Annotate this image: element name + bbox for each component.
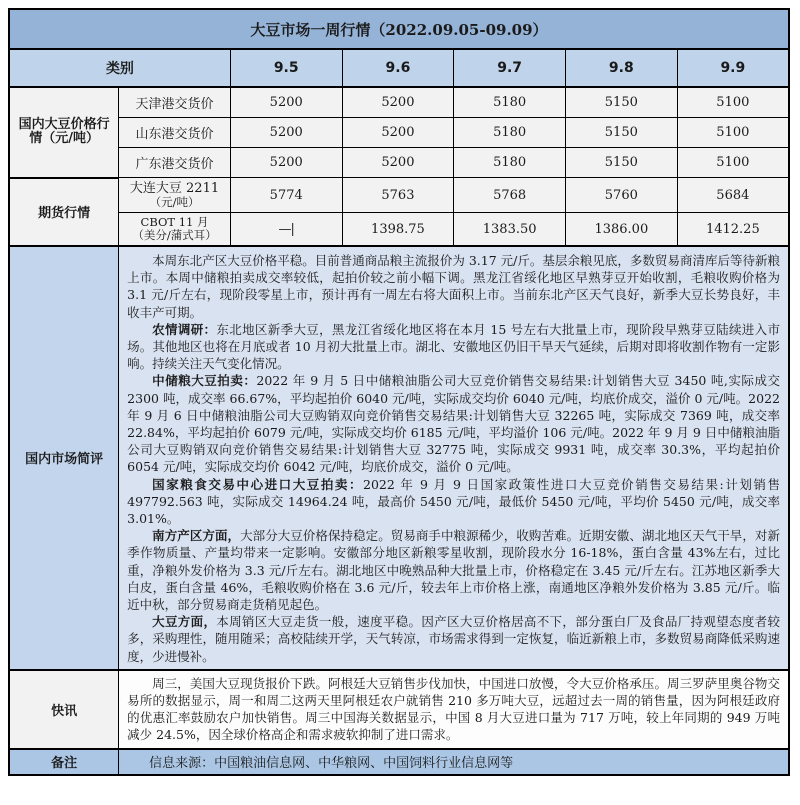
- table-row-cbot-futures: [9, 213, 789, 247]
- price-cell: 5100: [677, 148, 789, 178]
- commentary-paragraph: 农情调研：东北地区新季大豆，黑龙江省绥化地区将在本月 15 号左右大批量上市，现阶段早熟芽豆陆续进入市场。其他地区也将在月底或者 10 月初大批量上市。湖北、安徽地区仍旧干旱天气延续，后期对即将收割作物有一定影响。持续关注天气变化情况。: [127, 321, 780, 372]
- notes-source-text: 信息来源：中国粮油信息网、中华粮网、中国饲料行业信息网等: [119, 749, 789, 775]
- date-header-2: 9.6: [342, 49, 454, 87]
- title-row: [9, 9, 789, 49]
- commentary-paragraph: 中储粮大豆拍卖：2022 年 9 月 5 日中储粮油脂公司大豆竞价销售交易结果:计划销售大豆 3450 吨,实际成交 2300 吨，成交率 66.67%，平均起拍价 6040 元/吨，实际成交均价 6040 元/吨，均底价成交，溢价 0 元/吨。2022 年 9 月 6 日中储粮油脂公司大豆购销双向竞价销售交易结果:计划销售大豆 32265 吨，实际成交 7369 吨，成交率 22.84%，平均起拍价 6079 元/吨，实际成交均价 6185 元/吨，平均溢价 106 元/吨。2022 年 9 月 9 日中储粮油脂公司大豆购销双向竞价销售交易结果:计划销售大豆 32775 吨，实际成交 9931 吨，成交率 30.3%，平均起拍价 6054 元/吨，实际成交均价 6042 元/吨，均底价成交，溢价 0 元/吨。: [127, 373, 780, 475]
- soybean-weekly-report-table: [8, 8, 790, 776]
- price-cell: —|: [230, 213, 342, 247]
- report-title: 大豆市场一周行情（2022.09.05-09.09）: [9, 9, 789, 49]
- price-cell: 5150: [565, 118, 677, 148]
- date-header-4: 9.8: [565, 49, 677, 87]
- price-cell: 5760: [565, 178, 677, 213]
- category-header: 类别: [9, 49, 230, 87]
- section-label-notes: 备注: [9, 749, 119, 775]
- column-header-row: [9, 49, 789, 87]
- row-label: 天津港交货价: [119, 87, 231, 118]
- price-cell: 1398.75: [342, 213, 454, 247]
- price-cell: 5200: [230, 87, 342, 118]
- price-cell: 1383.50: [454, 213, 566, 247]
- price-cell: 5180: [454, 87, 566, 118]
- price-cell: 5774: [230, 178, 342, 213]
- express-news-body: [119, 670, 789, 749]
- price-cell: 5200: [230, 118, 342, 148]
- commentary-paragraph: 本周东北产区大豆价格平稳。目前普通商品粮主流报价为 3.17 元/斤。基层余粮见底，多数贸易商清库后等待新粮上市。本周中储粮拍卖成交率较低，起拍价较之前小幅下调。黑龙江省绥化地区早熟芽豆开始收割，毛粮收购价格为 3.1 元/斤左右，现阶段零星上市，预计再有一周左右将大面积上市。当前东北产区天气良好，新季大豆长势良好，丰收丰产可期。: [127, 253, 780, 320]
- price-cell: 5200: [342, 148, 454, 178]
- price-cell: 5200: [342, 87, 454, 118]
- price-cell: 5763: [342, 178, 454, 213]
- notes-row: [9, 749, 789, 775]
- price-cell: 1386.00: [565, 213, 677, 247]
- price-cell: 5100: [677, 118, 789, 148]
- section-label-futures: 期货行情: [9, 178, 119, 247]
- row-label: 大连大豆 2211 （元/吨）: [119, 178, 231, 213]
- table-row-shandong: [9, 118, 789, 148]
- row-label: 山东港交货价: [119, 118, 231, 148]
- express-paragraph: 周三，美国大豆现货报价下跌。阿根廷大豆销售步伐加快，中国进口放慢，令大豆价格承压。周三罗萨里奥谷物交易所的数据显示，周一和周二这两天里阿根廷农户就销售 210 多万吨大豆，远超过去一周的销售量，因为阿根廷政府的优惠汇率鼓励农户加快销售。周三中国海关数据显示，中国 8 月大豆进口量为 717 万吨，较上年同期的 949 万吨减少 24.5%，因全球价格高企和需求疲软抑制了进口需求。: [127, 675, 780, 743]
- section-label-express: 快讯: [9, 670, 119, 749]
- commentary-body: [119, 246, 789, 670]
- table-row-dalian-futures: [9, 178, 789, 213]
- price-cell: 5200: [342, 118, 454, 148]
- price-cell: 1412.25: [677, 213, 789, 247]
- table-row-tianjin: [9, 87, 789, 118]
- price-cell: 5150: [565, 87, 677, 118]
- date-header-3: 9.7: [454, 49, 566, 87]
- section-label-domestic-price: 国内大豆价格行情（元/吨）: [9, 87, 119, 178]
- price-cell: 5768: [454, 178, 566, 213]
- row-label: 广东港交货价: [119, 148, 231, 178]
- commentary-paragraph: 南方产区方面，大部分大豆价格保持稳定。贸易商手中粮源稀少，收购苦难。近期安徽、湖北地区天气干旱，对新季作物质量、产量均带来一定影响。安徽部分地区新粮零星收割，现阶段水分 16-18%，蛋白含量 43%左右，过比重，净粮外发价格为 3.3 元/斤左右。湖北地区中晚熟品种大批量上市，价格稳定在 3.45 元/斤左右。江苏地区新季大白皮，蛋白含量 46%，毛粮收购价格在 3.6 元/斤，较去年上市价格上涨，南通地区净粮外发价格为 3.85 元/斤。临近中秋，部分贸易商走货稍见起色。: [127, 528, 780, 613]
- price-cell: 5100: [677, 87, 789, 118]
- price-cell: 5180: [454, 118, 566, 148]
- date-header-5: 9.9: [677, 49, 789, 87]
- express-news-row: [9, 670, 789, 749]
- commentary-paragraph: 国家粮食交易中心进口大豆拍卖：2022 年 9 月 9 日国家政策性进口大豆竞价销售交易结果:计划销售 497792.563 吨，实际成交 14964.24 吨，最高价 5450 元/吨，最低价 5450 元/吨，平均价 5450 元/吨，成交率 3.01%。: [127, 476, 780, 527]
- price-cell: 5180: [454, 148, 566, 178]
- price-cell: 5684: [677, 178, 789, 213]
- table-row-guangdong: [9, 148, 789, 178]
- row-label: CBOT 11 月 （美分/蒲式耳）: [119, 213, 231, 247]
- price-cell: 5150: [565, 148, 677, 178]
- commentary-row: [9, 246, 789, 670]
- section-label-commentary: 国内市场简评: [9, 246, 119, 670]
- price-cell: 5200: [230, 148, 342, 178]
- commentary-paragraph: 大豆方面，本周销区大豆走货一般，速度平稳。因产区大豆价格居高不下，部分蛋白厂及食品厂持观望态度者较多，采购理性，随用随采；高校陆续开学，天气转凉，市场需求得到一定恢复，临近新粮上市，多数贸易商降低采购速度，少进慢补。: [127, 614, 780, 664]
- date-header-1: 9.5: [230, 49, 342, 87]
